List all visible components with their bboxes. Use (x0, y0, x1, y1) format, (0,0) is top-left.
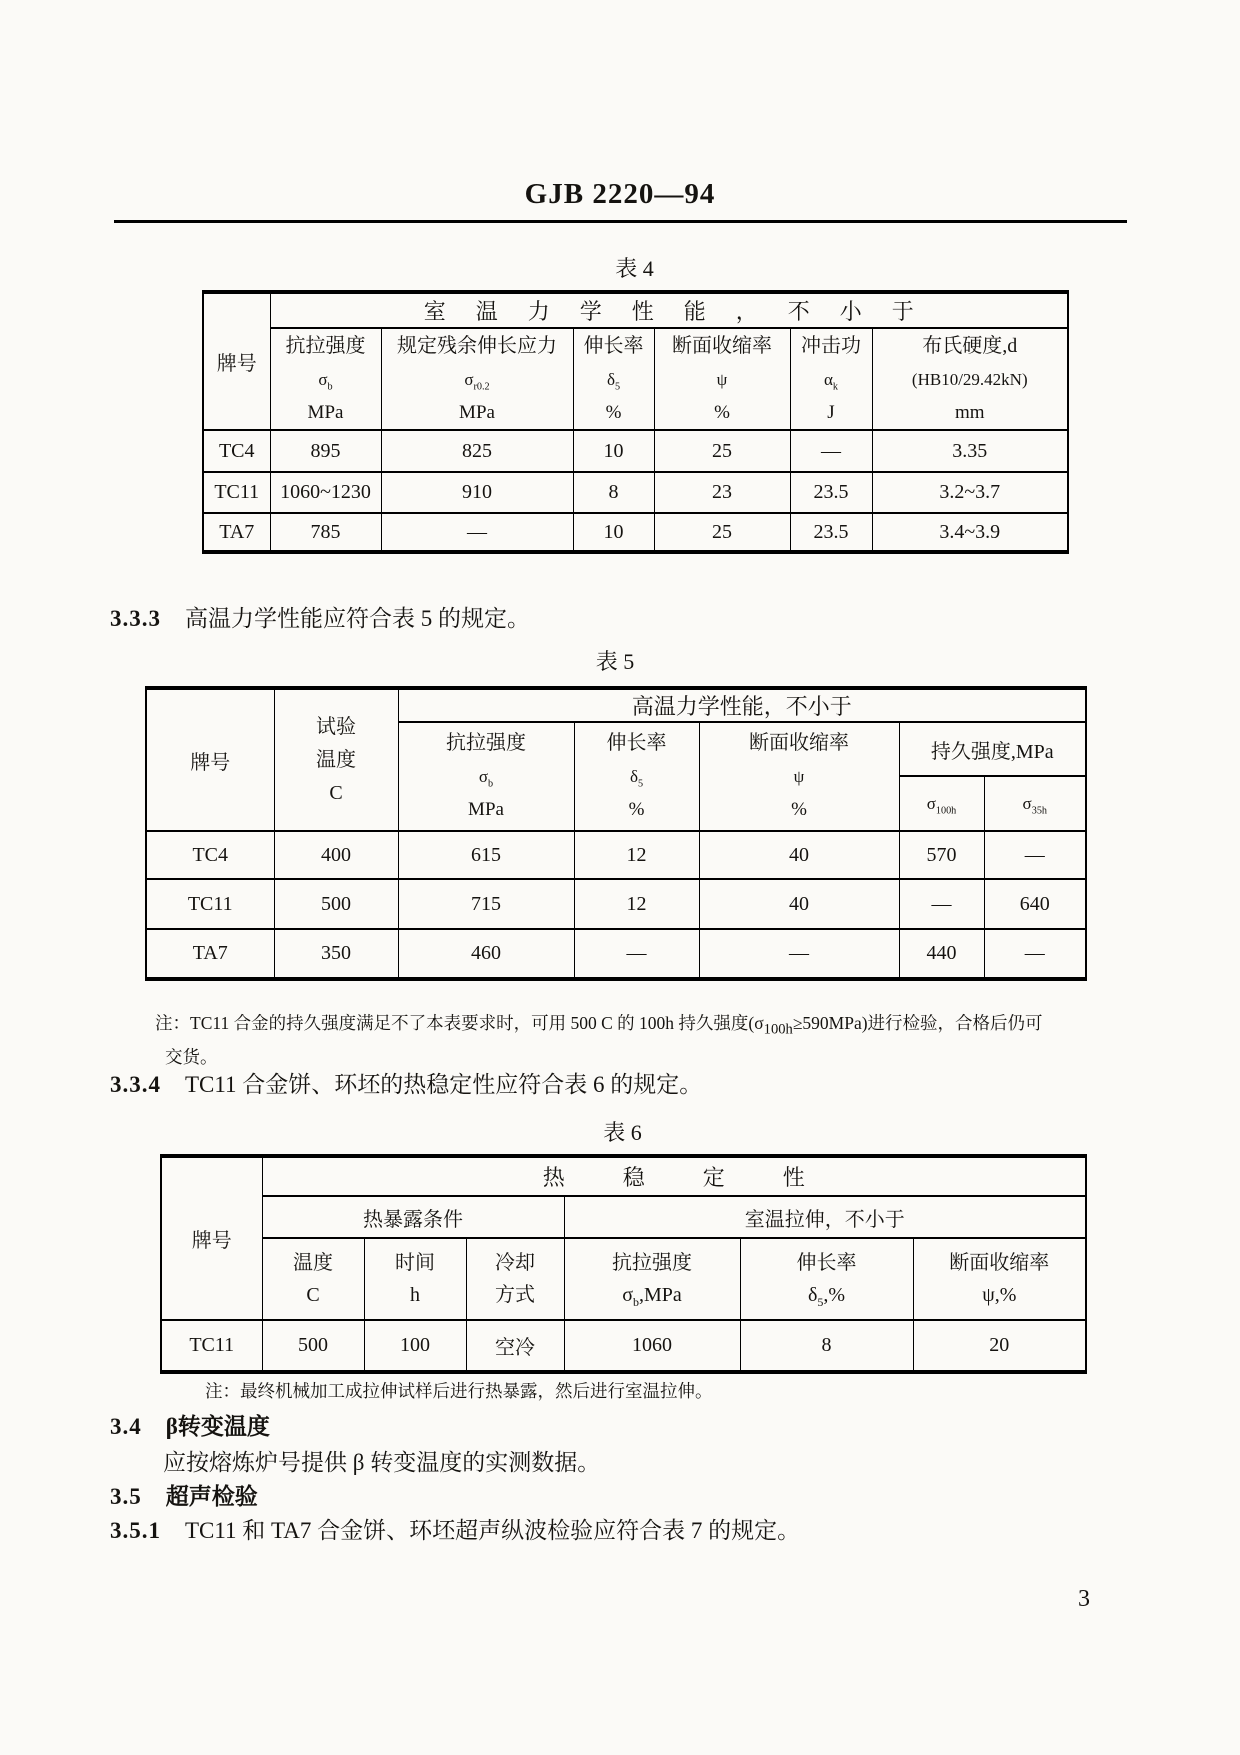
table-cell: 40 (699, 879, 899, 929)
section-3-5 (110, 1478, 258, 1511)
sigma-100h-header: $\sigma_{100h}$ (899, 776, 984, 831)
section-3-5-1 (110, 1512, 800, 1545)
table5-stub-header: 牌号 (146, 688, 274, 831)
column-symbol: (HB10/29.42kN) (911, 369, 1028, 389)
table-6 (160, 1154, 1087, 1374)
column-symbol: $\sigma_{r0.2}$ (464, 369, 490, 392)
section-text: 高温力学性能应符合表 5 的规定。 (185, 606, 530, 631)
column-name: 抗拉强度 (612, 1252, 692, 1274)
table-cell: — (984, 929, 1086, 979)
column-unit: MPa (459, 401, 495, 423)
table-cell: 785 (270, 513, 381, 552)
table-row (203, 513, 1068, 552)
section-3-4 (110, 1408, 270, 1441)
section-text: TC11 和 TA7 合金饼、环坯超声纵波检验应符合表 7 的规定。 (185, 1518, 801, 1543)
column-name: 伸长率 (583, 334, 644, 357)
table-cell: 25 (654, 430, 790, 472)
table-row (203, 430, 1068, 472)
table-cell: 910 (381, 472, 573, 513)
table-4 (202, 290, 1069, 554)
section-number: 3.5.1 (110, 1518, 161, 1543)
table-cell: 440 (899, 929, 984, 979)
header-line: C (329, 781, 343, 804)
column-symbol: $\delta_5$ (606, 369, 621, 392)
column-unit: % (791, 799, 807, 820)
column-name: 规定残余伸长应力 (397, 334, 557, 357)
table-cell: 空冷 (466, 1320, 564, 1372)
table-cell: — (574, 929, 699, 979)
table-cell: 8 (573, 472, 654, 513)
table4-subheader-row (203, 328, 1068, 430)
table6-group-header-row (161, 1156, 1086, 1196)
column-header (913, 1238, 1086, 1320)
table-cell: 640 (984, 879, 1086, 929)
table-row (146, 879, 1086, 929)
table-cell: — (381, 513, 573, 552)
column-name: 断面收缩率 (949, 1252, 1050, 1274)
column-unit: ψ,% (982, 1284, 1017, 1306)
note-line: 注：TC11 合金的持久强度满足不了本表要求时，可用 500 C 的 100h 持久强度$(\sigma_{100h}\ge 590MPa)$进行检验，合格后仍可 (155, 1013, 1043, 1038)
column-name: 伸长率 (606, 732, 667, 754)
grade-cell: TA7 (203, 513, 270, 552)
table-cell: 615 (398, 831, 574, 879)
grade-cell: TC11 (203, 472, 270, 513)
column-unit: C (306, 1284, 320, 1306)
column-header (466, 1238, 564, 1320)
table-cell: 8 (740, 1320, 913, 1372)
section-3-3-3 (110, 600, 530, 633)
column-name: 断面收缩率 (749, 732, 849, 754)
column-unit: $\sigma_b,MPa$ (622, 1284, 682, 1309)
table4-group-header-row (203, 292, 1068, 328)
table-cell: 10 (573, 430, 654, 472)
table-cell: — (899, 879, 984, 929)
table-cell: 23.5 (790, 472, 872, 513)
column-unit: h (410, 1284, 420, 1306)
table-cell: 3.2~3.7 (872, 472, 1068, 513)
table-cell: 10 (573, 513, 654, 552)
section-number: 3.3.4 (110, 1072, 161, 1097)
table-cell: — (699, 929, 899, 979)
table-cell: — (790, 430, 872, 472)
column-unit: % (605, 401, 622, 423)
header-line: 试验 (316, 715, 356, 738)
sigma-35h-header: $\sigma_{35h}$ (984, 776, 1086, 831)
table-cell: 3.35 (872, 430, 1068, 472)
column-name: 时间 (395, 1252, 435, 1274)
section-text: TC11 合金饼、环坯的热稳定性应符合表 6 的规定。 (185, 1072, 703, 1097)
section-title: 超声检验 (165, 1484, 258, 1509)
column-header (699, 722, 899, 831)
standard-code-title: GJB 2220—94 (524, 178, 716, 210)
table-cell: — (984, 831, 1086, 879)
table4-stub-header: 牌号 (203, 292, 270, 430)
test-temperature-header (274, 688, 398, 831)
column-header (564, 1238, 740, 1320)
column-name: 抗拉强度 (446, 732, 526, 754)
heat-exposure-header: 热暴露条件 (262, 1196, 564, 1238)
column-name: 冲击功 (801, 334, 861, 357)
column-unit: MPa (468, 799, 504, 820)
section-3-3-4 (110, 1066, 702, 1099)
column-name: 抗拉强度 (285, 334, 366, 357)
table-cell: 23.5 (790, 513, 872, 552)
table-cell: 1060~1230 (270, 472, 381, 513)
column-symbol: $\alpha_k$ (823, 369, 838, 392)
table6-subheader-row (161, 1238, 1086, 1320)
column-unit: MPa (307, 401, 344, 423)
table-cell: 825 (381, 430, 573, 472)
endurance-strength-header: 持久强度,MPa (899, 722, 1086, 776)
column-header (270, 328, 381, 430)
table6-stub-header: 牌号 (161, 1156, 262, 1320)
table-cell: 20 (913, 1320, 1086, 1372)
column-name: 布氏硬度,d (922, 334, 1018, 357)
column-symbol: $\delta_5$ (629, 767, 644, 790)
column-name: 温度 (293, 1252, 333, 1274)
section-number: 3.3.3 (110, 606, 161, 631)
column-name: 断面收缩率 (672, 334, 772, 357)
column-header (398, 722, 574, 831)
room-temp-tensile-header: 室温拉伸，不小于 (564, 1196, 1086, 1238)
column-unit: $\delta_5,\%$ (807, 1284, 846, 1309)
column-header (381, 328, 573, 430)
column-symbol: $\sigma_b$ (478, 767, 494, 790)
column-symbol: $\sigma_b$ (318, 369, 333, 392)
column-unit: % (714, 401, 730, 423)
table4-caption: 表 4 (615, 256, 654, 281)
column-symbol: ψ (793, 767, 805, 786)
column-symbol: ψ (716, 369, 728, 389)
grade-cell: TA7 (146, 929, 274, 979)
table-cell: 12 (574, 879, 699, 929)
table-5 (145, 686, 1087, 981)
header-rule (114, 220, 1127, 223)
column-header (740, 1238, 913, 1320)
table-cell: 3.4~3.9 (872, 513, 1068, 552)
table6-group-header: 热稳定性 (262, 1156, 1086, 1196)
table-cell: 23 (654, 472, 790, 513)
grade-cell: TC11 (146, 879, 274, 929)
table-row (146, 831, 1086, 879)
header-line: 温度 (316, 748, 356, 771)
note-line: 交货。 (165, 1046, 218, 1067)
table6-caption: 表 6 (603, 1120, 642, 1145)
section-title: β转变温度 (165, 1414, 270, 1439)
section-number: 3.5 (110, 1484, 142, 1509)
table-cell: 895 (270, 430, 381, 472)
table-cell: 40 (699, 831, 899, 879)
table5-note (155, 1010, 1055, 1071)
page-number: 3 (1078, 1586, 1090, 1612)
table5-group-header: 高温力学性能，不小于 (398, 688, 1086, 722)
table-cell: 100 (364, 1320, 466, 1372)
table-row (146, 929, 1086, 979)
column-unit: % (628, 799, 645, 820)
table-cell: 500 (274, 879, 398, 929)
column-unit: 方式 (495, 1284, 535, 1306)
table4-group-header: 室温力学性能，不小于 (270, 292, 1068, 328)
table-cell: 1060 (564, 1320, 740, 1372)
table5-group-header-row (146, 688, 1086, 722)
column-header (790, 328, 872, 430)
column-header (574, 722, 699, 831)
table-cell: 715 (398, 879, 574, 929)
table-cell: 25 (654, 513, 790, 552)
table-cell: 400 (274, 831, 398, 879)
table5-caption: 表 5 (595, 649, 635, 674)
column-header (872, 328, 1068, 430)
table-cell: 350 (274, 929, 398, 979)
table-row (161, 1320, 1086, 1372)
column-header (262, 1238, 364, 1320)
table-row (203, 472, 1068, 513)
table-cell: 460 (398, 929, 574, 979)
table-cell: 12 (574, 831, 699, 879)
column-header (654, 328, 790, 430)
table6-note (205, 1378, 1065, 1405)
column-name: 伸长率 (796, 1252, 857, 1274)
note-line: 注：最终机械加工成拉伸试样后进行热暴露，然后进行室温拉伸。 (205, 1381, 713, 1401)
section-number: 3.4 (110, 1414, 142, 1439)
grade-cell: TC4 (146, 831, 274, 879)
grade-cell: TC11 (161, 1320, 262, 1372)
table-cell: 500 (262, 1320, 364, 1372)
section-3-4-body: 应按熔炼炉号提供 β 转变温度的实测数据。 (163, 1450, 601, 1475)
grade-cell: TC4 (203, 430, 270, 472)
table6-mid-header-row (161, 1196, 1086, 1238)
table-cell: 570 (899, 831, 984, 879)
column-header (364, 1238, 466, 1320)
column-unit: mm (954, 401, 985, 423)
column-header (573, 328, 654, 430)
column-name: 冷却 (495, 1252, 535, 1274)
column-unit: J (827, 401, 835, 423)
